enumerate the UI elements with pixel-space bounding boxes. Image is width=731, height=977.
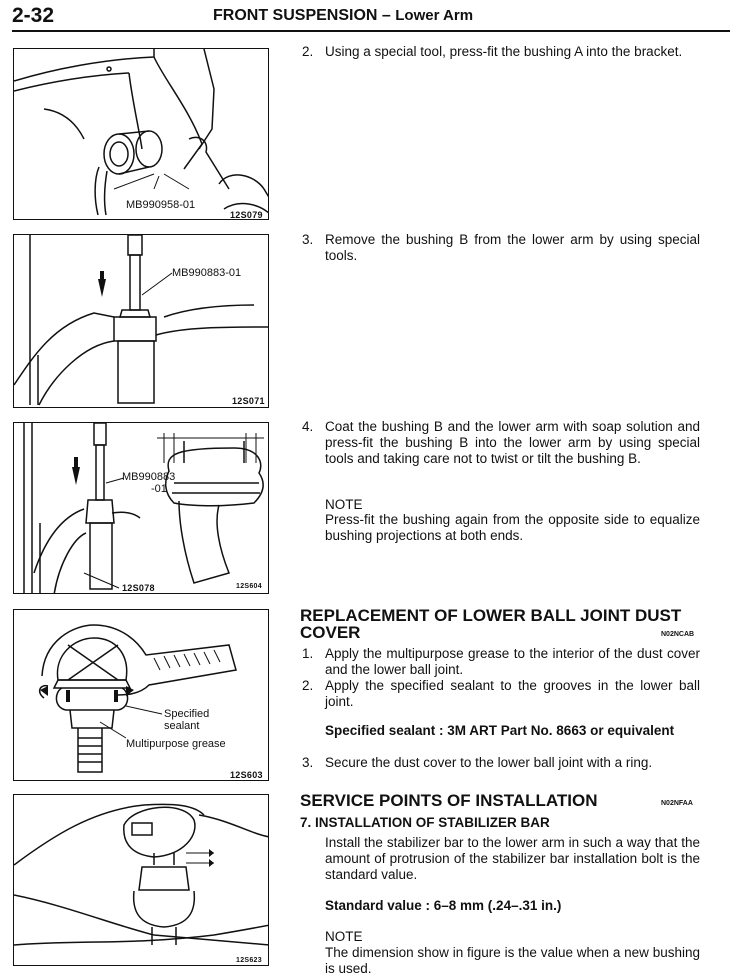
figure-code: 12S079 — [230, 210, 263, 220]
figure-label: MB990883 — [122, 471, 176, 483]
bushing-removal-illustration — [14, 235, 269, 408]
step-2 — [302, 44, 700, 60]
figure-code: 12S603 — [230, 770, 263, 780]
step-text: Secure the dust cover to the lower ball joint with a ring. — [325, 755, 653, 770]
step-number: 4. — [302, 419, 314, 434]
specified-sealant: Specified sealant : 3M ART Part No. 8663 or equivalent — [325, 723, 675, 738]
figure-code: 12S071 — [232, 396, 265, 406]
figure-label: MB990883-01 — [172, 267, 242, 279]
figure-label: -01 — [151, 483, 167, 495]
step-text: Apply the specified sealant to the grooves in the lower ball joint. — [325, 678, 700, 709]
figure-label: MB990958-01 — [126, 199, 196, 211]
installation-subheading: 7. INSTALLATION OF STABILIZER BAR — [300, 815, 550, 830]
ball-joint-illustration — [14, 610, 269, 781]
section-code: N02NCAB — [661, 631, 695, 638]
figure-label: Multipurpose grease — [126, 738, 226, 750]
page-number: 2-32 — [12, 4, 55, 27]
step-text: Coat the bushing B and the lower arm with soap solution and press-fit the bushing B into the lower arm by using special tools and taking care not to twist or tilt the bushing B. — [325, 419, 700, 466]
figure-label: Specified — [164, 708, 210, 720]
step-number: 2. — [302, 678, 314, 693]
figure-label: sealant — [164, 720, 200, 732]
step-number: 3. — [302, 232, 314, 247]
stabilizer-bar-illustration — [14, 795, 269, 966]
step-3 — [302, 232, 700, 264]
step-text: Remove the bushing B from the lower arm by using special tools. — [325, 232, 700, 263]
step-number: 3. — [302, 755, 314, 770]
installation-note-text: The dimension show in figure is the value when a new bushing is used. — [325, 945, 700, 976]
bracket-tool-illustration — [14, 49, 269, 220]
installation-text: Install the stabilizer bar to the lower arm in such a way that the amount of protrusion of the stabilizer bar installation bolt is the standard value. — [325, 835, 700, 882]
installation-code: N02NFAA — [661, 800, 693, 807]
step-text: Using a special tool, press-fit the bushing A into the bracket. — [325, 44, 683, 59]
step-number: 2. — [302, 44, 314, 59]
replacement-step-2 — [302, 678, 700, 710]
step-4 — [302, 419, 700, 467]
note-label: NOTE — [325, 497, 363, 512]
figure-code: 12S604 — [236, 583, 262, 590]
subsection-title: Lower Arm — [395, 7, 474, 24]
installation-heading: SERVICE POINTS OF INSTALLATION — [300, 791, 598, 810]
step-text: Apply the multipurpose grease to the interior of the dust cover and the lower ball joint. — [325, 646, 700, 677]
step-number: 1. — [302, 646, 314, 661]
standard-value: Standard value : 6–8 mm (.24–.31 in.) — [325, 898, 562, 913]
page-title — [213, 7, 473, 25]
figure-ball-joint-dust-cover — [13, 609, 269, 781]
section-title: FRONT SUSPENSION – — [213, 7, 391, 24]
replacement-step-3 — [302, 755, 700, 771]
figure-bushing-b-removal — [13, 234, 269, 408]
replacement-step-1 — [302, 646, 700, 678]
figure-stabilizer-bar — [13, 794, 269, 966]
installation-note-label: NOTE — [325, 929, 363, 944]
figure-code: 12S623 — [236, 957, 262, 964]
bushing-press-fit-illustration — [14, 423, 269, 594]
figure-code: 12S078 — [122, 583, 155, 593]
figure-bushing-a-press-fit — [13, 48, 269, 220]
note-text: Press-fit the bushing again from the opposite side to equalize bushing projections at both ends. — [325, 512, 700, 543]
figure-bushing-b-press-fit — [13, 422, 269, 594]
header-rule — [12, 30, 730, 32]
section-heading-cont: COVER — [300, 623, 361, 642]
section-heading: REPLACEMENT OF LOWER BALL JOINT DUST — [300, 606, 682, 625]
